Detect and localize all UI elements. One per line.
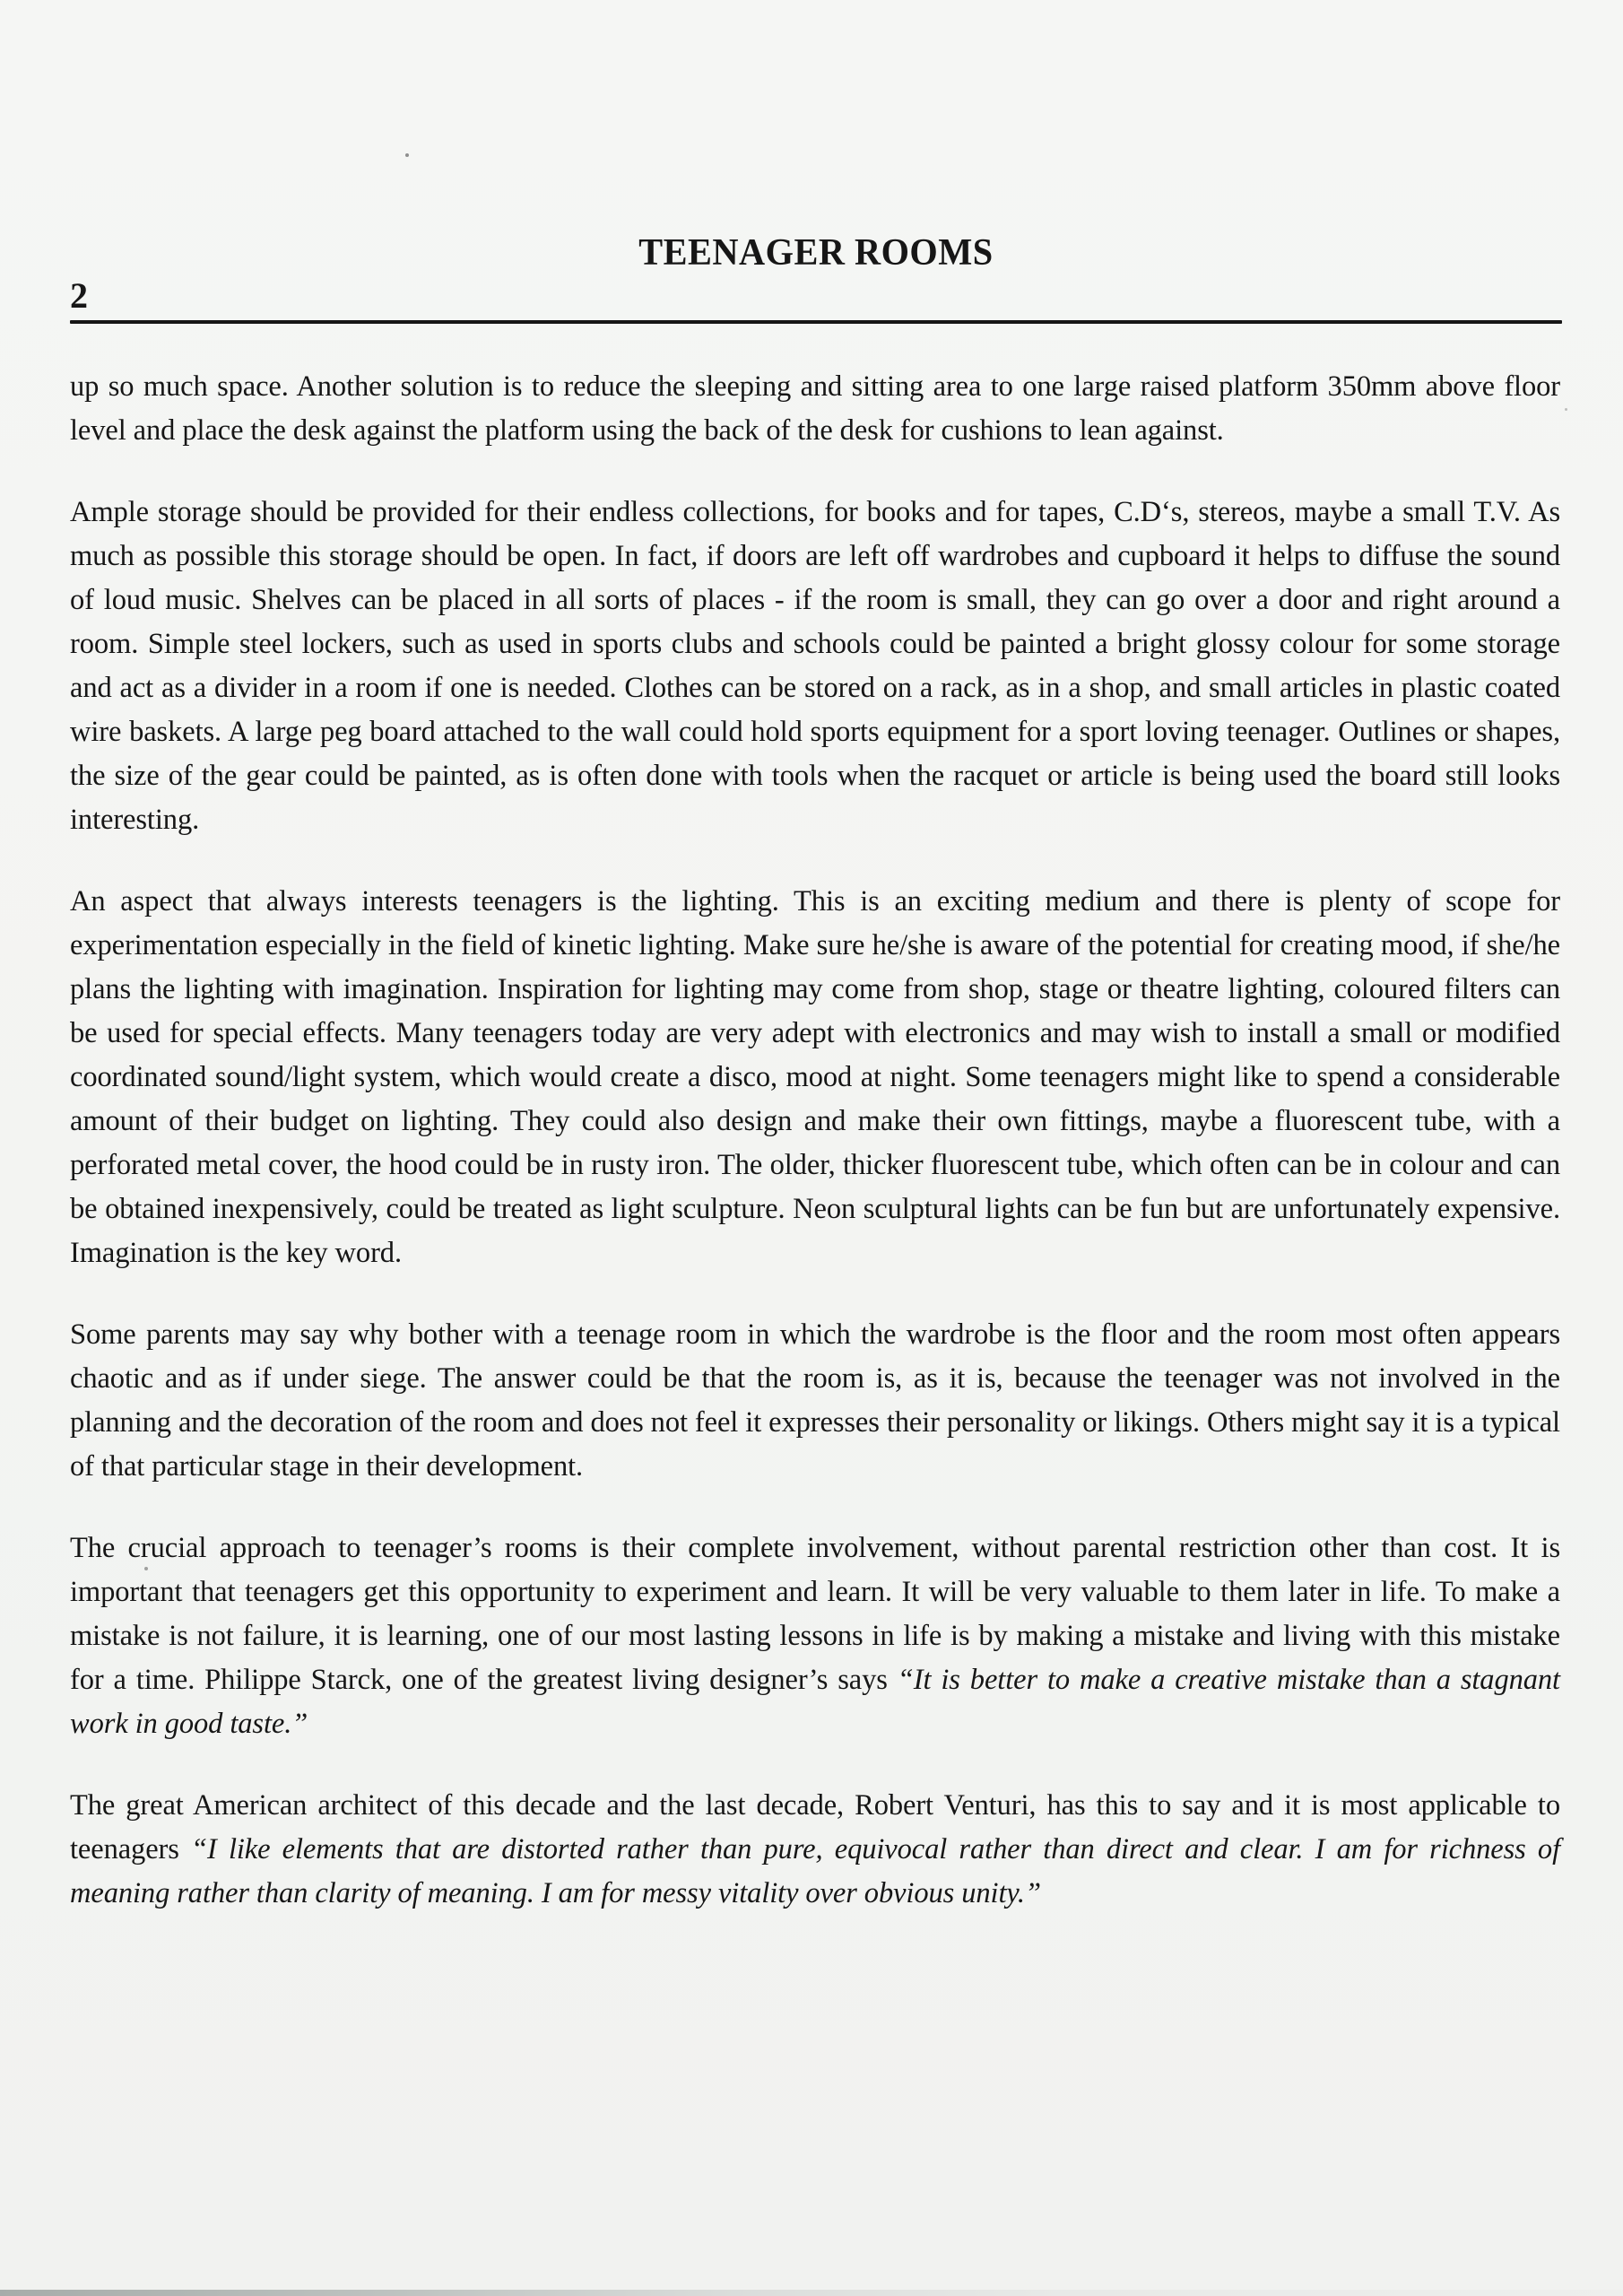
page-title: TEENAGER ROOMS <box>638 232 994 274</box>
paragraph <box>70 491 1560 842</box>
scan-speck <box>144 1567 148 1570</box>
document-body <box>0 324 1623 1916</box>
body-text: The crucial approach to teenager’s rooms is their complete involvement, without parental restriction other than cost. It is important that teenagers get this opportunity to experiment and learn. It will be very valuable to them later in life. To make a mistake is not failure, it is learning, one of our most lasting lessons in life is by making a mistake and living with this mistake for a time. Philippe Starck, one of the greatest living designer’s says <box>70 1532 1560 1696</box>
quote-text: “It is better to make a creative mistake than a stagnant work in good taste.” <box>70 1664 1560 1740</box>
body-text: The great American architect of this decade and the last decade, Robert Venturi, has this to say and it is most applicable to teenagers <box>70 1789 1560 1866</box>
body-text: Some parents may say why bother with a teenage room in which the wardrobe is the floor and the room most often appears chaotic and as if under siege. The answer could be that the room is, as it is, because the teenager was not involved in the planning and the decoration of the room and does not feel it expresses their personality or likings. Others might say it is a typical of that particular stage in their development. <box>70 1318 1560 1483</box>
scanner-edge-shadow <box>0 2290 1623 2296</box>
paragraph <box>70 365 1560 453</box>
body-text: An aspect that always interests teenagers is the lighting. This is an exciting medium and there is plenty of scope for experimentation especially in the field of kinetic lighting. Make sure he/she is aware of the potential for creating mood, if she/he plans the lighting with imagination. Inspiration for lighting may come from shop, stage or theatre lighting, coloured filters can be used for special effects. Many teenagers today are very adept with electronics and may wish to install a small or modified coordinated sound/light system, which would create a disco, mood at night. Some teenagers might like to spend a considerable amount of their budget on lighting. They could also design and make their own fittings, maybe a fluorescent tube, with a perforated metal cover, the hood could be in rusty iron. The older, thicker fluorescent tube, which often can be in colour and can be obtained inexpensively, could be treated as light sculpture. Neon sculptural lights can be fun but are unfortunately expensive. Imagination is the key word. <box>70 885 1560 1269</box>
body-text: up so much space. Another solution is to reduce the sleeping and sitting area to one large raised platform 350mm above floor level and place the desk against the platform using the back of the desk for cushions to lean against. <box>70 370 1560 447</box>
body-text: Ample storage should be provided for their endless collections, for books and for tapes, C.D‘s, stereos, maybe a small T.V. As much as possible this storage should be open. In fact, if doors are left off wardrobes and cupboard it helps to diffuse the sound of loud music. Shelves can be placed in all sorts of places - if the room is small, they can go over a door and right around a room. Simple steel lockers, such as used in sports clubs and schools could be painted a bright glossy colour for some storage and act as a divider in a room if one is needed. Clothes can be stored on a rack, as in a shop, and small articles in plastic coated wire baskets. A large peg board attached to the wall could hold sports equipment for a sport loving teenager. Outlines or shapes, the size of the gear could be painted, as is often done with tools when the racquet or article is being used the board still looks interesting. <box>70 496 1560 836</box>
paragraph <box>70 880 1560 1275</box>
scan-speck <box>1565 408 1567 411</box>
paragraph <box>70 1526 1560 1746</box>
page-header <box>0 233 1623 324</box>
scan-speck <box>405 153 409 157</box>
page-number: 2 <box>70 275 88 316</box>
paragraph <box>70 1784 1560 1916</box>
quote-text: “I like elements that are distorted rather than pure, equivocal rather than direct and clear. I am for richness of meaning rather than clarity of meaning. I am for messy vitality over obvious unity.” <box>70 1833 1560 1909</box>
paragraph <box>70 1313 1560 1489</box>
